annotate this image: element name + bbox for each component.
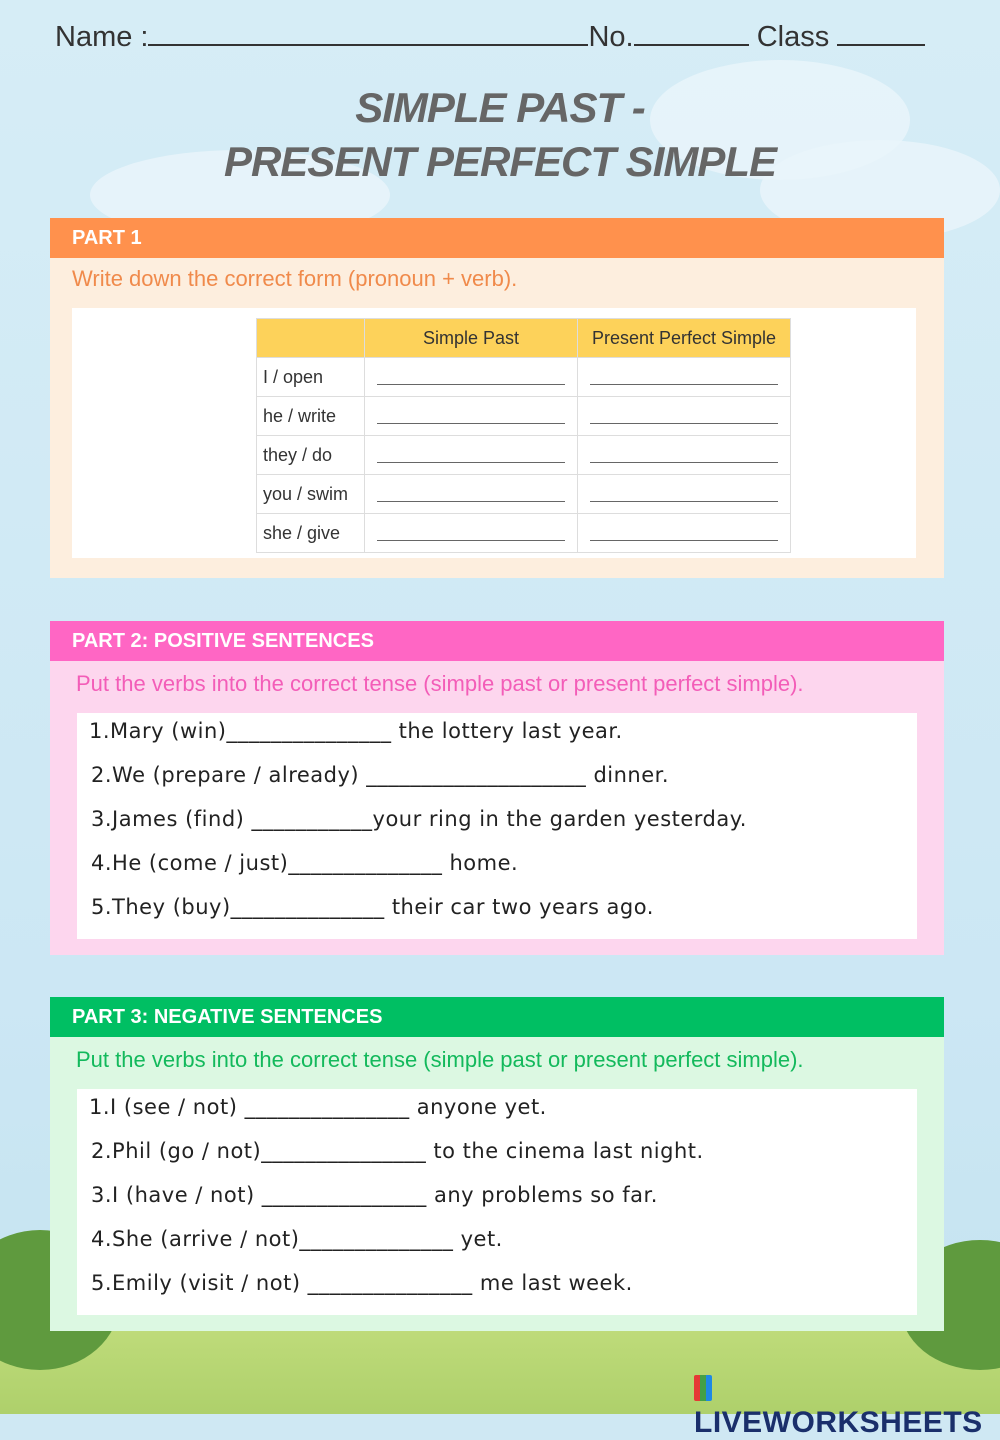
answer-cell[interactable] bbox=[578, 514, 791, 553]
table-header-row bbox=[257, 319, 791, 358]
answer-cell[interactable] bbox=[365, 358, 578, 397]
liveworksheets-logo[interactable] bbox=[694, 1372, 1000, 1440]
answer-cell[interactable] bbox=[578, 436, 791, 475]
answer-cell[interactable] bbox=[578, 358, 791, 397]
answer-cell[interactable] bbox=[365, 436, 578, 475]
pronoun-verb-cell: I / open bbox=[257, 358, 365, 397]
table-row bbox=[257, 514, 791, 553]
table-header-cell bbox=[257, 319, 365, 358]
answer-cell[interactable] bbox=[578, 475, 791, 514]
part3-instruction: Put the verbs into the correct tense (simple past or present perfect simple). bbox=[76, 1047, 804, 1072]
name-label: Name : bbox=[55, 21, 149, 53]
class-blank[interactable] bbox=[837, 18, 925, 46]
conjugation-table bbox=[256, 318, 791, 553]
table-row bbox=[257, 358, 791, 397]
sentence-item[interactable]: 2.We (prepare / already) ____________________ dinner. bbox=[91, 763, 670, 787]
pronoun-verb-cell: they / do bbox=[257, 436, 365, 475]
part2-heading: PART 2: POSITIVE SENTENCES bbox=[50, 621, 944, 661]
part2-section bbox=[50, 621, 944, 955]
table-row bbox=[257, 475, 791, 514]
part3-section bbox=[50, 997, 944, 1331]
worksheet-title-line1: SIMPLE PAST - bbox=[355, 84, 645, 131]
sentence-item[interactable]: 3.James (find) ___________your ring in the garden yesterday. bbox=[91, 807, 747, 831]
part1-heading: PART 1 bbox=[50, 218, 944, 258]
sentence-item[interactable]: 5.They (buy)______________ their car two years ago. bbox=[91, 895, 654, 919]
part2-instruction: Put the verbs into the correct tense (simple past or present perfect simple). bbox=[76, 671, 804, 696]
part1-section bbox=[50, 218, 944, 578]
answer-cell[interactable] bbox=[365, 514, 578, 553]
number-label: No. bbox=[588, 21, 634, 53]
answer-cell[interactable] bbox=[365, 475, 578, 514]
part3-heading: PART 3: NEGATIVE SENTENCES bbox=[50, 997, 944, 1037]
answer-cell[interactable] bbox=[365, 397, 578, 436]
part2-sentences-panel bbox=[77, 713, 917, 939]
sentence-item[interactable]: 3.I (have / not) _______________ any problems so far. bbox=[91, 1183, 658, 1207]
pronoun-verb-cell: he / write bbox=[257, 397, 365, 436]
sentence-item[interactable]: 4.She (arrive / not)______________ yet. bbox=[91, 1227, 503, 1251]
part3-sentences-panel bbox=[77, 1089, 917, 1315]
logo-text: LIVEWORKSHEETS bbox=[694, 1406, 983, 1439]
worksheet-title-line2: PRESENT PERFECT SIMPLE bbox=[223, 138, 777, 185]
sentence-item[interactable]: 2.Phil (go / not)_______________ to the cinema last night. bbox=[91, 1139, 704, 1163]
answer-cell[interactable] bbox=[578, 397, 791, 436]
sentence-item[interactable]: 4.He (come / just)______________ home. bbox=[91, 851, 519, 875]
pronoun-verb-cell: she / give bbox=[257, 514, 365, 553]
pronoun-verb-cell: you / swim bbox=[257, 475, 365, 514]
part1-instruction: Write down the correct form (pronoun + verb). bbox=[72, 266, 518, 291]
part1-table-panel bbox=[72, 308, 916, 558]
class-label: Class bbox=[756, 21, 830, 53]
table-row bbox=[257, 397, 791, 436]
liveworksheets-logo-icon bbox=[694, 1375, 712, 1401]
sentence-item[interactable]: 1.Mary (win)_______________ the lottery last year. bbox=[89, 719, 623, 743]
sentence-item[interactable]: 1.I (see / not) _______________ anyone yet. bbox=[89, 1095, 547, 1119]
student-info-line bbox=[55, 18, 925, 54]
table-row bbox=[257, 436, 791, 475]
number-blank[interactable] bbox=[634, 18, 749, 46]
sentence-item[interactable]: 5.Emily (visit / not) _______________ me last week. bbox=[91, 1271, 633, 1295]
table-header-cell: Simple Past bbox=[365, 319, 578, 358]
name-blank[interactable] bbox=[148, 18, 588, 46]
table-header-cell: Present Perfect Simple bbox=[578, 319, 791, 358]
